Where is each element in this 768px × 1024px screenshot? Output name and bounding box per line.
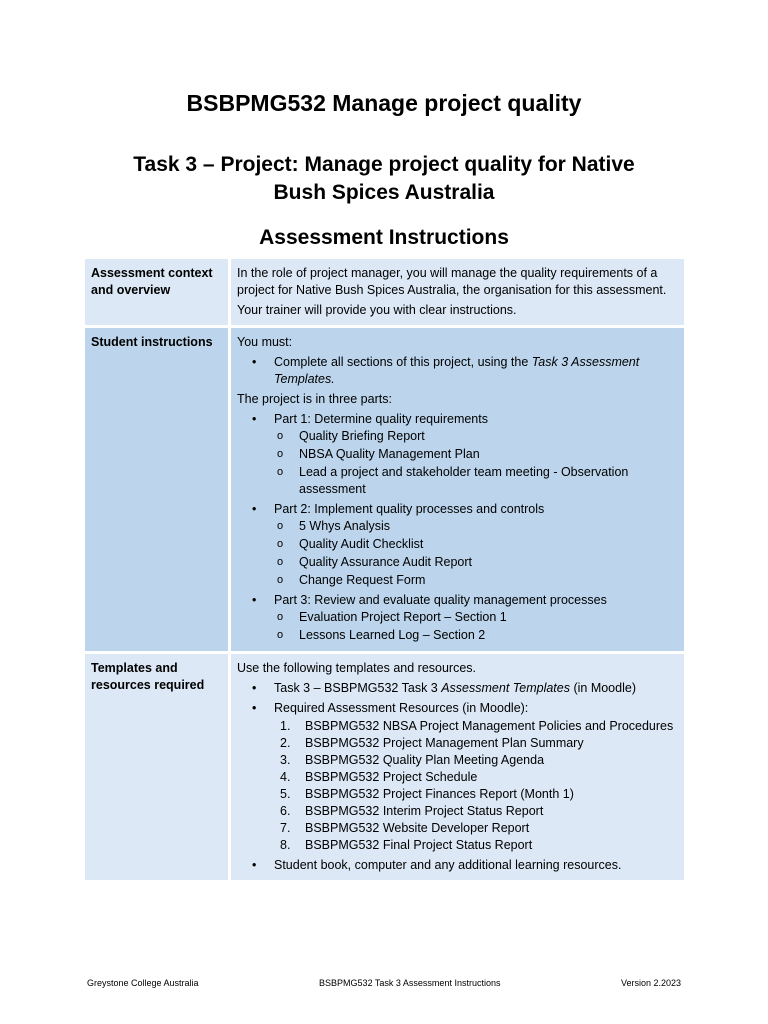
bullet-icon: •: [252, 355, 257, 369]
must-list: [237, 354, 678, 388]
row-context-overview: [85, 259, 684, 325]
row-label: Assessment context and overview: [85, 259, 231, 325]
parts-intro: The project is in three parts:: [237, 392, 392, 406]
parts-list: [237, 411, 678, 644]
context-paragraph: In the role of project manager, you will manage the quality requirements of a project for Native Bush Spices Australia, the organisation for this assessment.: [237, 266, 667, 297]
row-student-instructions: [85, 325, 684, 651]
part-deliverables: [274, 609, 678, 644]
must-intro: You must:: [237, 335, 293, 349]
list-item: [252, 700, 678, 854]
row-content: [231, 651, 684, 880]
row-content: [231, 259, 684, 325]
list-item: • Student book, computer and any additional learning resources.: [252, 858, 622, 872]
bullet-icon: •: [252, 502, 257, 516]
list-item: 7. BSBPMG532 Website Developer Report: [280, 821, 530, 835]
list-item: o Quality Audit Checklist: [277, 537, 424, 551]
row-label: Templates and resources required: [85, 651, 231, 880]
circle-bullet-icon: o: [277, 556, 284, 568]
bullet-icon: •: [252, 593, 257, 607]
resources-list: [237, 680, 678, 874]
circle-bullet-icon: o: [277, 574, 284, 586]
task-title: [0, 151, 768, 207]
list-item: • Complete all sections of this project, using the Task 3 Assessment Templates.: [252, 355, 640, 386]
templates-emphasis: Assessment Templates: [441, 681, 570, 695]
list-item: o Evaluation Project Report – Section 1: [277, 610, 507, 624]
circle-bullet-icon: o: [277, 629, 284, 641]
circle-bullet-icon: o: [277, 538, 284, 550]
circle-bullet-icon: o: [277, 611, 284, 623]
task-title-line-2: Bush Spices Australia: [273, 181, 495, 204]
document-title: BSBPMG532 Manage project quality: [186, 90, 582, 116]
resources-intro: Use the following templates and resources.: [237, 661, 477, 675]
circle-bullet-icon: o: [277, 520, 284, 532]
templates-emphasis: Task 3 Assessment Templates.: [274, 355, 640, 386]
row-content: [231, 325, 684, 651]
list-item: o Lessons Learned Log – Section 2: [277, 628, 486, 642]
part-label: Part 3: Review and evaluate quality management processes: [274, 593, 607, 607]
row-label: Student instructions: [85, 325, 231, 651]
part-deliverables: [274, 428, 678, 498]
list-item: o Change Request Form: [277, 573, 426, 587]
circle-bullet-icon: o: [277, 430, 284, 442]
list-item: o 5 Whys Analysis: [277, 519, 391, 533]
footer-version: Version 2.2023: [620, 978, 681, 988]
part-deliverables: [274, 518, 678, 589]
resource-numbered-list: [274, 718, 678, 854]
part-label: Part 2: Implement quality processes and controls: [274, 502, 545, 516]
list-item: 8. BSBPMG532 Final Project Status Report: [280, 838, 533, 852]
list-item: 6. BSBPMG532 Interim Project Status Report: [280, 804, 544, 818]
list-item: o NBSA Quality Management Plan: [277, 447, 480, 461]
task-title-line-1: Task 3 – Project: Manage project quality for Native: [133, 153, 635, 176]
bullet-icon: •: [252, 412, 257, 426]
list-item: 4. BSBPMG532 Project Schedule: [280, 770, 478, 784]
row-templates-resources: [85, 651, 684, 880]
part-item: [252, 501, 678, 589]
required-resources-label: Required Assessment Resources (in Moodle):: [274, 701, 529, 715]
part-label: Part 1: Determine quality requirements: [274, 412, 488, 426]
bullet-icon: •: [252, 681, 257, 695]
list-item: o Quality Assurance Audit Report: [277, 555, 473, 569]
list-item: • Task 3 – BSBPMG532 Task 3 Assessment Templates (in Moodle): [252, 681, 636, 695]
page-footer: [87, 978, 681, 988]
footer-document-name: BSBPMG532 Task 3 Assessment Instructions: [319, 978, 501, 988]
circle-bullet-icon: o: [277, 448, 284, 460]
list-item: o Lead a project and stakeholder team meeting - Observation assessment: [277, 465, 629, 496]
footer-organisation: Greystone College Australia: [87, 978, 199, 988]
list-item: o Quality Briefing Report: [277, 429, 425, 443]
assessment-instructions-table: [85, 259, 684, 880]
list-item: 2. BSBPMG532 Project Management Plan Summary: [280, 736, 584, 750]
list-item: 1. BSBPMG532 NBSA Project Management Policies and Procedures: [280, 719, 674, 733]
section-title: Assessment Instructions: [259, 226, 509, 249]
bullet-icon: •: [252, 858, 257, 872]
part-item: [252, 411, 678, 498]
part-item: [252, 592, 678, 644]
list-item: 5. BSBPMG532 Project Finances Report (Month 1): [280, 787, 574, 801]
trainer-note: Your trainer will provide you with clear instructions.: [237, 303, 517, 317]
bullet-icon: •: [252, 701, 257, 715]
list-item: 3. BSBPMG532 Quality Plan Meeting Agenda: [280, 753, 545, 767]
circle-bullet-icon: o: [277, 466, 284, 478]
